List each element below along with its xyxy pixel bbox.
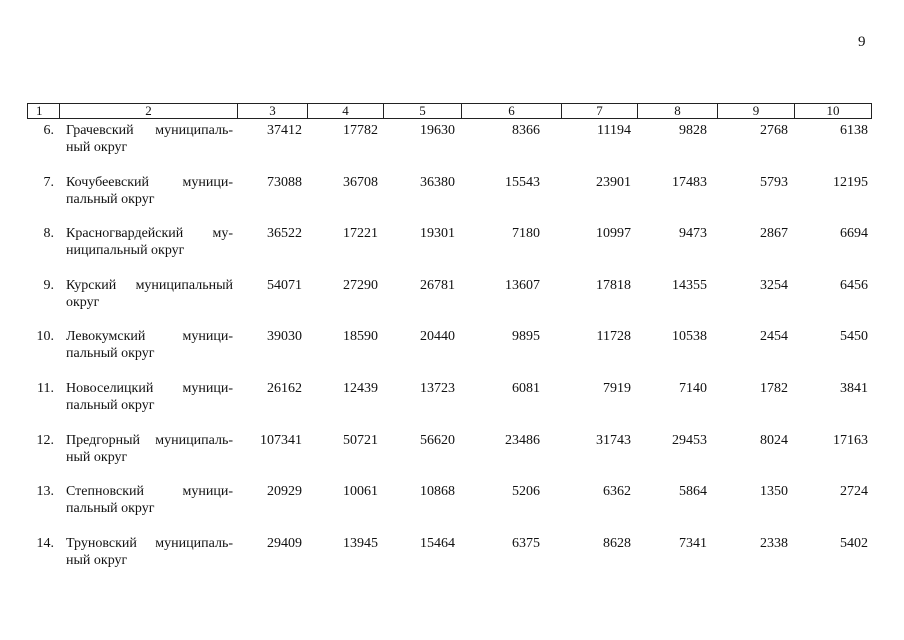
- row-number: 12.: [36, 432, 54, 448]
- table-row: [0, 432, 904, 477]
- cell-col-10: 6694: [840, 226, 868, 242]
- district-name-line-1: Левокумский муници-: [66, 329, 233, 345]
- district-name: [66, 225, 233, 259]
- cell-col-9: 2768: [760, 123, 788, 138]
- cell-col-7: 10997: [596, 226, 631, 242]
- cell-col-10: 5450: [840, 329, 868, 345]
- cell-col-9: 1350: [760, 484, 788, 500]
- cell-col-4: 50721: [343, 432, 378, 448]
- cell-col-3: 20929: [267, 484, 302, 500]
- cell-col-7: 11728: [596, 329, 631, 345]
- district-name: [66, 483, 233, 517]
- cell-col-5: 19301: [420, 226, 455, 242]
- cell-col-8: 9473: [679, 226, 707, 242]
- cell-col-3: 54071: [267, 277, 302, 293]
- cell-col-7: 6362: [603, 484, 631, 500]
- cell-col-9: 1782: [760, 381, 788, 396]
- district-name: [66, 277, 233, 311]
- column-header-10: 10: [826, 103, 840, 118]
- district-name-line-1: Грачевский муниципаль-: [66, 123, 233, 138]
- column-header-3: 3: [238, 104, 308, 118]
- district-name-line-2: пальный округ: [66, 501, 155, 517]
- cell-col-5: 10868: [420, 484, 455, 500]
- cell-col-4: 10061: [343, 484, 378, 500]
- district-name: [66, 432, 233, 466]
- cell-col-5: 56620: [420, 432, 455, 448]
- district-name-line-1: Труновский муниципаль-: [66, 535, 233, 551]
- district-name: [66, 328, 233, 362]
- cell-col-8: 9828: [679, 123, 707, 138]
- column-header-8: 8: [638, 104, 718, 118]
- district-name-line-2: ный округ: [66, 552, 128, 568]
- cell-col-7: 31743: [596, 432, 631, 448]
- cell-col-7: 8628: [603, 535, 631, 551]
- page-number: 9: [858, 34, 866, 50]
- row-number: 9.: [43, 277, 54, 293]
- cell-col-3: 73088: [267, 174, 302, 190]
- cell-col-9: 2454: [760, 329, 788, 345]
- cell-col-5: 15464: [420, 535, 455, 551]
- cell-col-6: 7180: [512, 226, 540, 242]
- district-name-line-2: пальный округ: [66, 346, 155, 362]
- district-name-line-2: ниципальный округ: [66, 243, 185, 259]
- cell-col-10: 17163: [833, 432, 868, 448]
- row-number: 14.: [36, 535, 54, 551]
- cell-col-3: 39030: [267, 329, 302, 345]
- cell-col-6: 23486: [505, 432, 540, 448]
- table-row: [0, 483, 904, 528]
- table-row: [0, 225, 904, 270]
- column-header-7: 7: [562, 104, 638, 118]
- cell-col-7: 17818: [596, 277, 631, 293]
- row-number: 11.: [37, 381, 54, 396]
- district-name-line-2: ный округ: [66, 140, 128, 155]
- district-name-line-2: ный округ: [66, 449, 128, 465]
- cell-col-6: 6375: [512, 535, 540, 551]
- cell-col-8: 29453: [672, 432, 707, 448]
- district-name-line-1: Новоселицкий муници-: [66, 381, 233, 396]
- table-row: [0, 277, 904, 322]
- cell-col-10: 2724: [840, 484, 868, 500]
- cell-col-3: 26162: [267, 381, 302, 396]
- cell-col-8: 7341: [679, 535, 707, 551]
- district-name-line-1: Красногвардейский му-: [66, 226, 233, 242]
- cell-col-8: 14355: [672, 277, 707, 293]
- district-name-line-1: Кочубеевский муници-: [66, 174, 233, 190]
- cell-col-10: 3841: [840, 381, 868, 396]
- cell-col-3: 29409: [267, 535, 302, 551]
- district-name-line-2: пальный округ: [66, 398, 155, 413]
- district-name: [66, 535, 233, 569]
- cell-col-5: 20440: [420, 329, 455, 345]
- table-header: [27, 103, 872, 119]
- district-name: [66, 122, 233, 156]
- table-row: [0, 122, 904, 167]
- district-name-line-1: Степновский муници-: [66, 484, 233, 500]
- cell-col-8: 10538: [672, 329, 707, 345]
- row-number: 6.: [43, 123, 54, 138]
- cell-col-7: 11194: [597, 123, 631, 138]
- district-name-line-1: Предгорный муниципаль-: [66, 432, 233, 448]
- cell-col-6: 13607: [505, 277, 540, 293]
- cell-col-7: 7919: [603, 381, 631, 396]
- cell-col-5: 19630: [420, 123, 455, 138]
- cell-col-4: 18590: [343, 329, 378, 345]
- district-name-line-1: Курский муниципальный: [66, 277, 233, 293]
- column-header-5: 5: [384, 104, 462, 118]
- cell-col-4: 17221: [343, 226, 378, 242]
- cell-col-6: 8366: [512, 123, 540, 138]
- district-name-line-2: пальный округ: [66, 191, 155, 207]
- district-name: [66, 174, 233, 208]
- cell-col-9: 5793: [760, 174, 788, 190]
- cell-col-8: 7140: [679, 381, 707, 396]
- table-row: [0, 380, 904, 425]
- district-name: [66, 380, 233, 414]
- cell-col-6: 15543: [505, 174, 540, 190]
- cell-col-9: 3254: [760, 277, 788, 293]
- column-header-6: 6: [462, 104, 562, 118]
- cell-col-3: 107341: [260, 432, 302, 448]
- cell-col-5: 26781: [420, 277, 455, 293]
- cell-col-4: 13945: [343, 535, 378, 551]
- row-number: 10.: [36, 329, 54, 345]
- row-number: 7.: [43, 174, 54, 190]
- cell-col-4: 17782: [343, 123, 378, 138]
- row-number: 8.: [43, 226, 54, 242]
- cell-col-3: 36522: [267, 226, 302, 242]
- cell-col-8: 17483: [672, 174, 707, 190]
- table-row: [0, 328, 904, 373]
- cell-col-4: 12439: [343, 381, 378, 396]
- cell-col-6: 5206: [512, 484, 540, 500]
- cell-col-7: 23901: [596, 174, 631, 190]
- column-header-9: 9: [718, 104, 795, 118]
- district-name-line-2: округ: [66, 294, 100, 310]
- column-header-2: 2: [60, 104, 238, 118]
- cell-col-8: 5864: [679, 484, 707, 500]
- cell-col-10: 6456: [840, 277, 868, 293]
- cell-col-6: 9895: [512, 329, 540, 345]
- table-row: [0, 535, 904, 580]
- cell-col-6: 6081: [512, 381, 540, 396]
- cell-col-10: 12195: [833, 174, 868, 190]
- cell-col-9: 8024: [760, 432, 788, 448]
- cell-col-9: 2338: [760, 535, 788, 551]
- cell-col-3: 37412: [267, 123, 302, 138]
- cell-col-4: 27290: [343, 277, 378, 293]
- cell-col-5: 13723: [420, 381, 455, 396]
- table-row: [0, 174, 904, 219]
- cell-col-10: 6138: [840, 123, 868, 138]
- row-number: 13.: [36, 484, 54, 500]
- cell-col-9: 2867: [760, 226, 788, 242]
- cell-col-10: 5402: [840, 535, 868, 551]
- cell-col-4: 36708: [343, 174, 378, 190]
- cell-col-5: 36380: [420, 174, 455, 190]
- column-header-4: 4: [308, 104, 384, 118]
- column-header-1: 1: [28, 104, 60, 118]
